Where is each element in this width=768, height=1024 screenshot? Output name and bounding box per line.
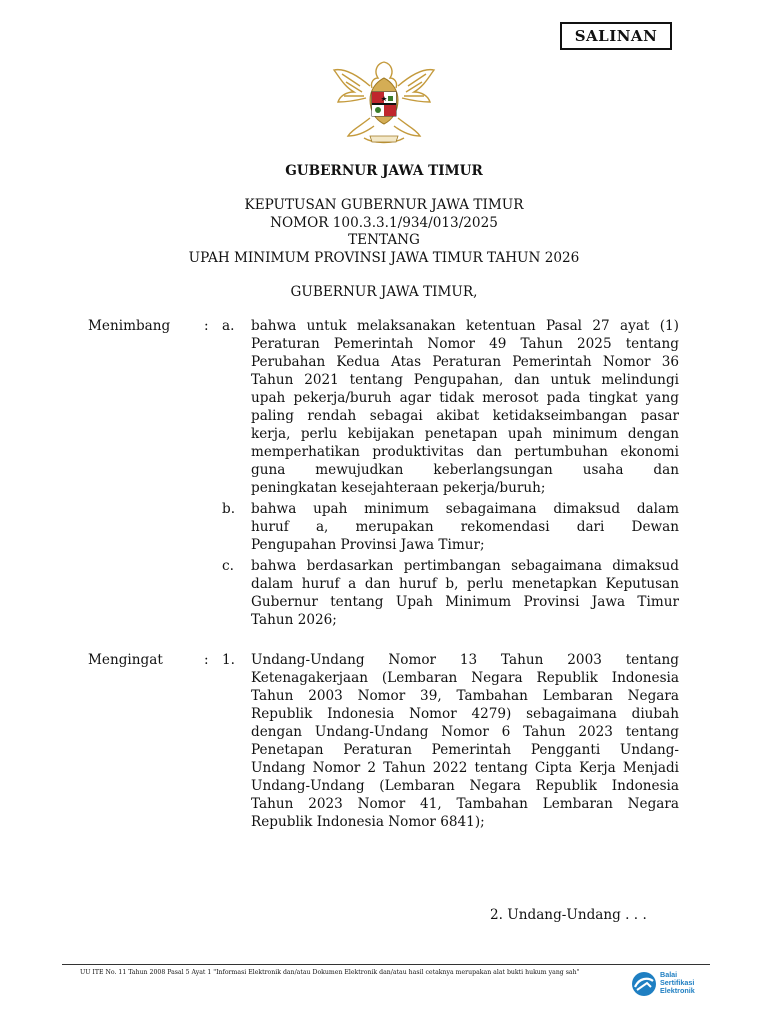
decree-title-line: KEPUTUSAN GUBERNUR JAWA TIMUR xyxy=(244,197,524,213)
legal-basis-line: Republik Indonesia Nomor 6841); xyxy=(251,814,485,830)
issuer-heading: GUBERNUR JAWA TIMUR xyxy=(285,163,483,179)
consideration-line: paling rendah sebagai akibat ketidakseimbangan pasar xyxy=(251,408,679,424)
consideration-line: Peraturan Pemerintah Nomor 49 Tahun 2025 tentang xyxy=(251,336,679,352)
menimbang-label: Menimbang xyxy=(88,318,171,334)
opening-line: GUBERNUR JAWA TIMUR, xyxy=(290,284,478,300)
decree-tentang: TENTANG xyxy=(348,232,420,248)
consideration-line: kerja, perlu kebijakan penetapan upah minimum dengan xyxy=(251,426,679,442)
consideration-marker: c. xyxy=(222,558,234,574)
salinan-stamp: SALINAN xyxy=(560,22,672,50)
consideration-line: peningkatan kesejahteraan pekerja/buruh; xyxy=(251,480,546,496)
consideration-line: bahwa berdasarkan pertimbangan sebagaimana dimaksud xyxy=(251,558,679,574)
bsre-logo-line: Sertifikasi xyxy=(660,978,695,987)
legal-basis-marker: 1. xyxy=(222,652,235,668)
menimbang-colon: : xyxy=(204,318,209,334)
decree-subject: UPAH MINIMUM PROVINSI JAWA TIMUR TAHUN 2026 xyxy=(188,250,580,266)
legal-basis-line: dengan Undang-Undang Nomor 6 Tahun 2023 tentang xyxy=(251,724,679,740)
consideration-line: guna mewujudkan keberlangsungan usaha dan xyxy=(251,462,679,478)
consideration-line: bahwa upah minimum sebagaimana dimaksud dalam xyxy=(251,501,679,517)
footer-divider xyxy=(62,964,710,965)
consideration-line: Pengupahan Provinsi Jawa Timur; xyxy=(251,537,485,553)
legal-basis-line: Tahun 2003 Nomor 39, Tambahan Lembaran Negara xyxy=(251,688,679,704)
consideration-line: Gubernur tentang Upah Minimum Provinsi Jawa Timur xyxy=(251,594,679,610)
consideration-marker: a. xyxy=(222,318,235,334)
next-page-catchword: 2. Undang-Undang . . . xyxy=(490,907,647,923)
decree-number: NOMOR 100.3.3.1/934/013/2025 xyxy=(270,215,498,231)
legal-basis-line: Tahun 2023 Nomor 41, Tambahan Lembaran Negara xyxy=(251,796,679,812)
garuda-pancasila-emblem xyxy=(330,56,438,148)
legal-basis-line: Undang-Undang (Lembaran Negara Republik Indonesia xyxy=(251,778,679,794)
bsre-logo-text xyxy=(660,971,695,995)
legal-basis-line: Undang Nomor 2 Tahun 2022 tentang Cipta Kerja Menjadi xyxy=(251,760,679,776)
mengingat-colon: : xyxy=(204,652,209,668)
consideration-line: Tahun 2026; xyxy=(251,612,337,628)
legal-basis-line: Republik Indonesia Nomor 4279) sebagaimana diubah xyxy=(251,706,679,722)
consideration-line: huruf a, merupakan rekomendasi dari Dewan xyxy=(251,519,679,535)
footer-legal-note: UU ITE No. 11 Tahun 2008 Pasal 5 Ayat 1 "Informasi Elektronik dan/atau Dokumen Elektronik dan/atau hasil cetaknya merupakan alat bukti hukum yang sah" xyxy=(80,969,580,976)
consideration-line: bahwa untuk melaksanakan ketentuan Pasal 27 ayat (1) xyxy=(251,318,679,334)
mengingat-label: Mengingat xyxy=(88,652,163,668)
consideration-line: upah pekerja/buruh agar tidak merosot pada tingkat yang xyxy=(251,390,679,406)
legal-basis-line: Ketenagakerjaan (Lembaran Negara Republik Indonesia xyxy=(251,670,679,686)
legal-basis-line: Undang-Undang Nomor 13 Tahun 2003 tentang xyxy=(251,652,679,668)
consideration-marker: b. xyxy=(222,501,236,517)
consideration-line: Tahun 2021 tentang Pengupahan, dan untuk melindungi xyxy=(251,372,679,388)
legal-basis-line: Penetapan Peraturan Pemerintah Pengganti Undang- xyxy=(251,742,679,758)
bsre-logo-line: Balai xyxy=(660,970,678,979)
consideration-line: Perubahan Kedua Atas Peraturan Pemerintah Nomor 36 xyxy=(251,354,679,370)
bsre-logo-line: Elektronik xyxy=(660,986,695,995)
consideration-line: dalam huruf a dan huruf b, perlu menetapkan Keputusan xyxy=(251,576,679,592)
consideration-line: memperhatikan produktivitas dan pertumbuhan ekonomi xyxy=(251,444,679,460)
